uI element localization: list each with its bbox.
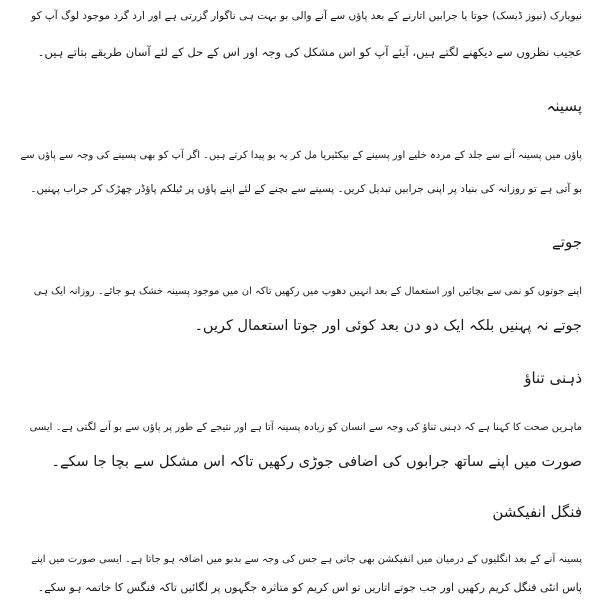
shoes-line-1: اپنے جوتوں کو نمی سے بچائیں اور استعمال کے بعد انہیں دھوپ میں رکھیں تاکہ ان میں موجود پسینہ خشک ہو جائے۔ روزانہ ایک ہی	[33, 286, 582, 297]
stress-line-2: صورت میں اپنے ساتھ جرابوں کی اضافی جوڑی رکھیں تاکہ اس مشکل سے بچا جا سکے۔	[51, 454, 582, 470]
sweat-line-2: بو آتی ہے تو روزانہ کی بنیاد پر اپنی جرابیں تبدیل کریں۔ پسینے سے بچنے کے لئے اپنے پاؤں پر ٹیلکم پاؤڈر چھڑک کر جراب پہنیں۔	[30, 183, 582, 195]
section-heading-shoes: جوتے	[552, 233, 582, 251]
section-heading-sweat: پسینہ	[546, 97, 582, 115]
intro-line-1: نیویارک (نیوز ڈیسک) جوتا یا جرابیں اتارنے کے بعد پاؤں سے آنے والی بو بہت ہی ناگوار گزرتی ہے اور ارد گرد موجود لوگ آپ کو	[31, 10, 582, 22]
section-heading-stress: ذہنی تناؤ	[524, 369, 582, 387]
section-heading-fungal: فنگل انفیکشن	[492, 503, 582, 521]
fungal-line-2: پاس انٹی فنگل کریم رکھیں اور جب جوتے اتاریں تو اس کریم کو متاثرہ جگہوں پر لگائیں تاکہ فنگس کا خاتمہ ہو سکے۔	[37, 581, 582, 594]
fungal-line-1: پسینہ آنے کے بعد انگلیوں کے درمیان میں انفیکشن بھی جاتی ہے جس کی وجہ سے بدبو میں اضافہ ہو جاتا ہے۔ ایسی صورت میں اپنے	[31, 554, 582, 565]
stress-line-1: ماہرین صحت کا کہنا ہے کہ ذہنی تناؤ کی وجہ سے انسان کو زیادہ پسینہ آتا ہے اور نتیجے کے طور پر پاؤں سے بو آنے لگتی ہے۔ ایسی	[29, 422, 582, 433]
shoes-line-2: جوتے نہ پہنیں بلکہ ایک دو دن بعد کوئی اور جوتا استعمال کریں۔	[194, 318, 582, 334]
sweat-line-1: پاؤں میں پسینہ آنے سے جلد کے مردہ خلیے اور پسینے کے بیکٹیریا مل کر یہ بو پیدا کرتے ہیں۔ اگر آپ کو بھی پسینے کی وجہ سے پاؤں سے	[20, 150, 582, 161]
intro-line-2: عجیب نظروں سے دیکھنے لگتے ہیں، آیئے آپ کو اس مشکل کی وجہ اور اس کے حل کے لئے آسان طریقے بتاتے ہیں۔	[37, 45, 582, 59]
